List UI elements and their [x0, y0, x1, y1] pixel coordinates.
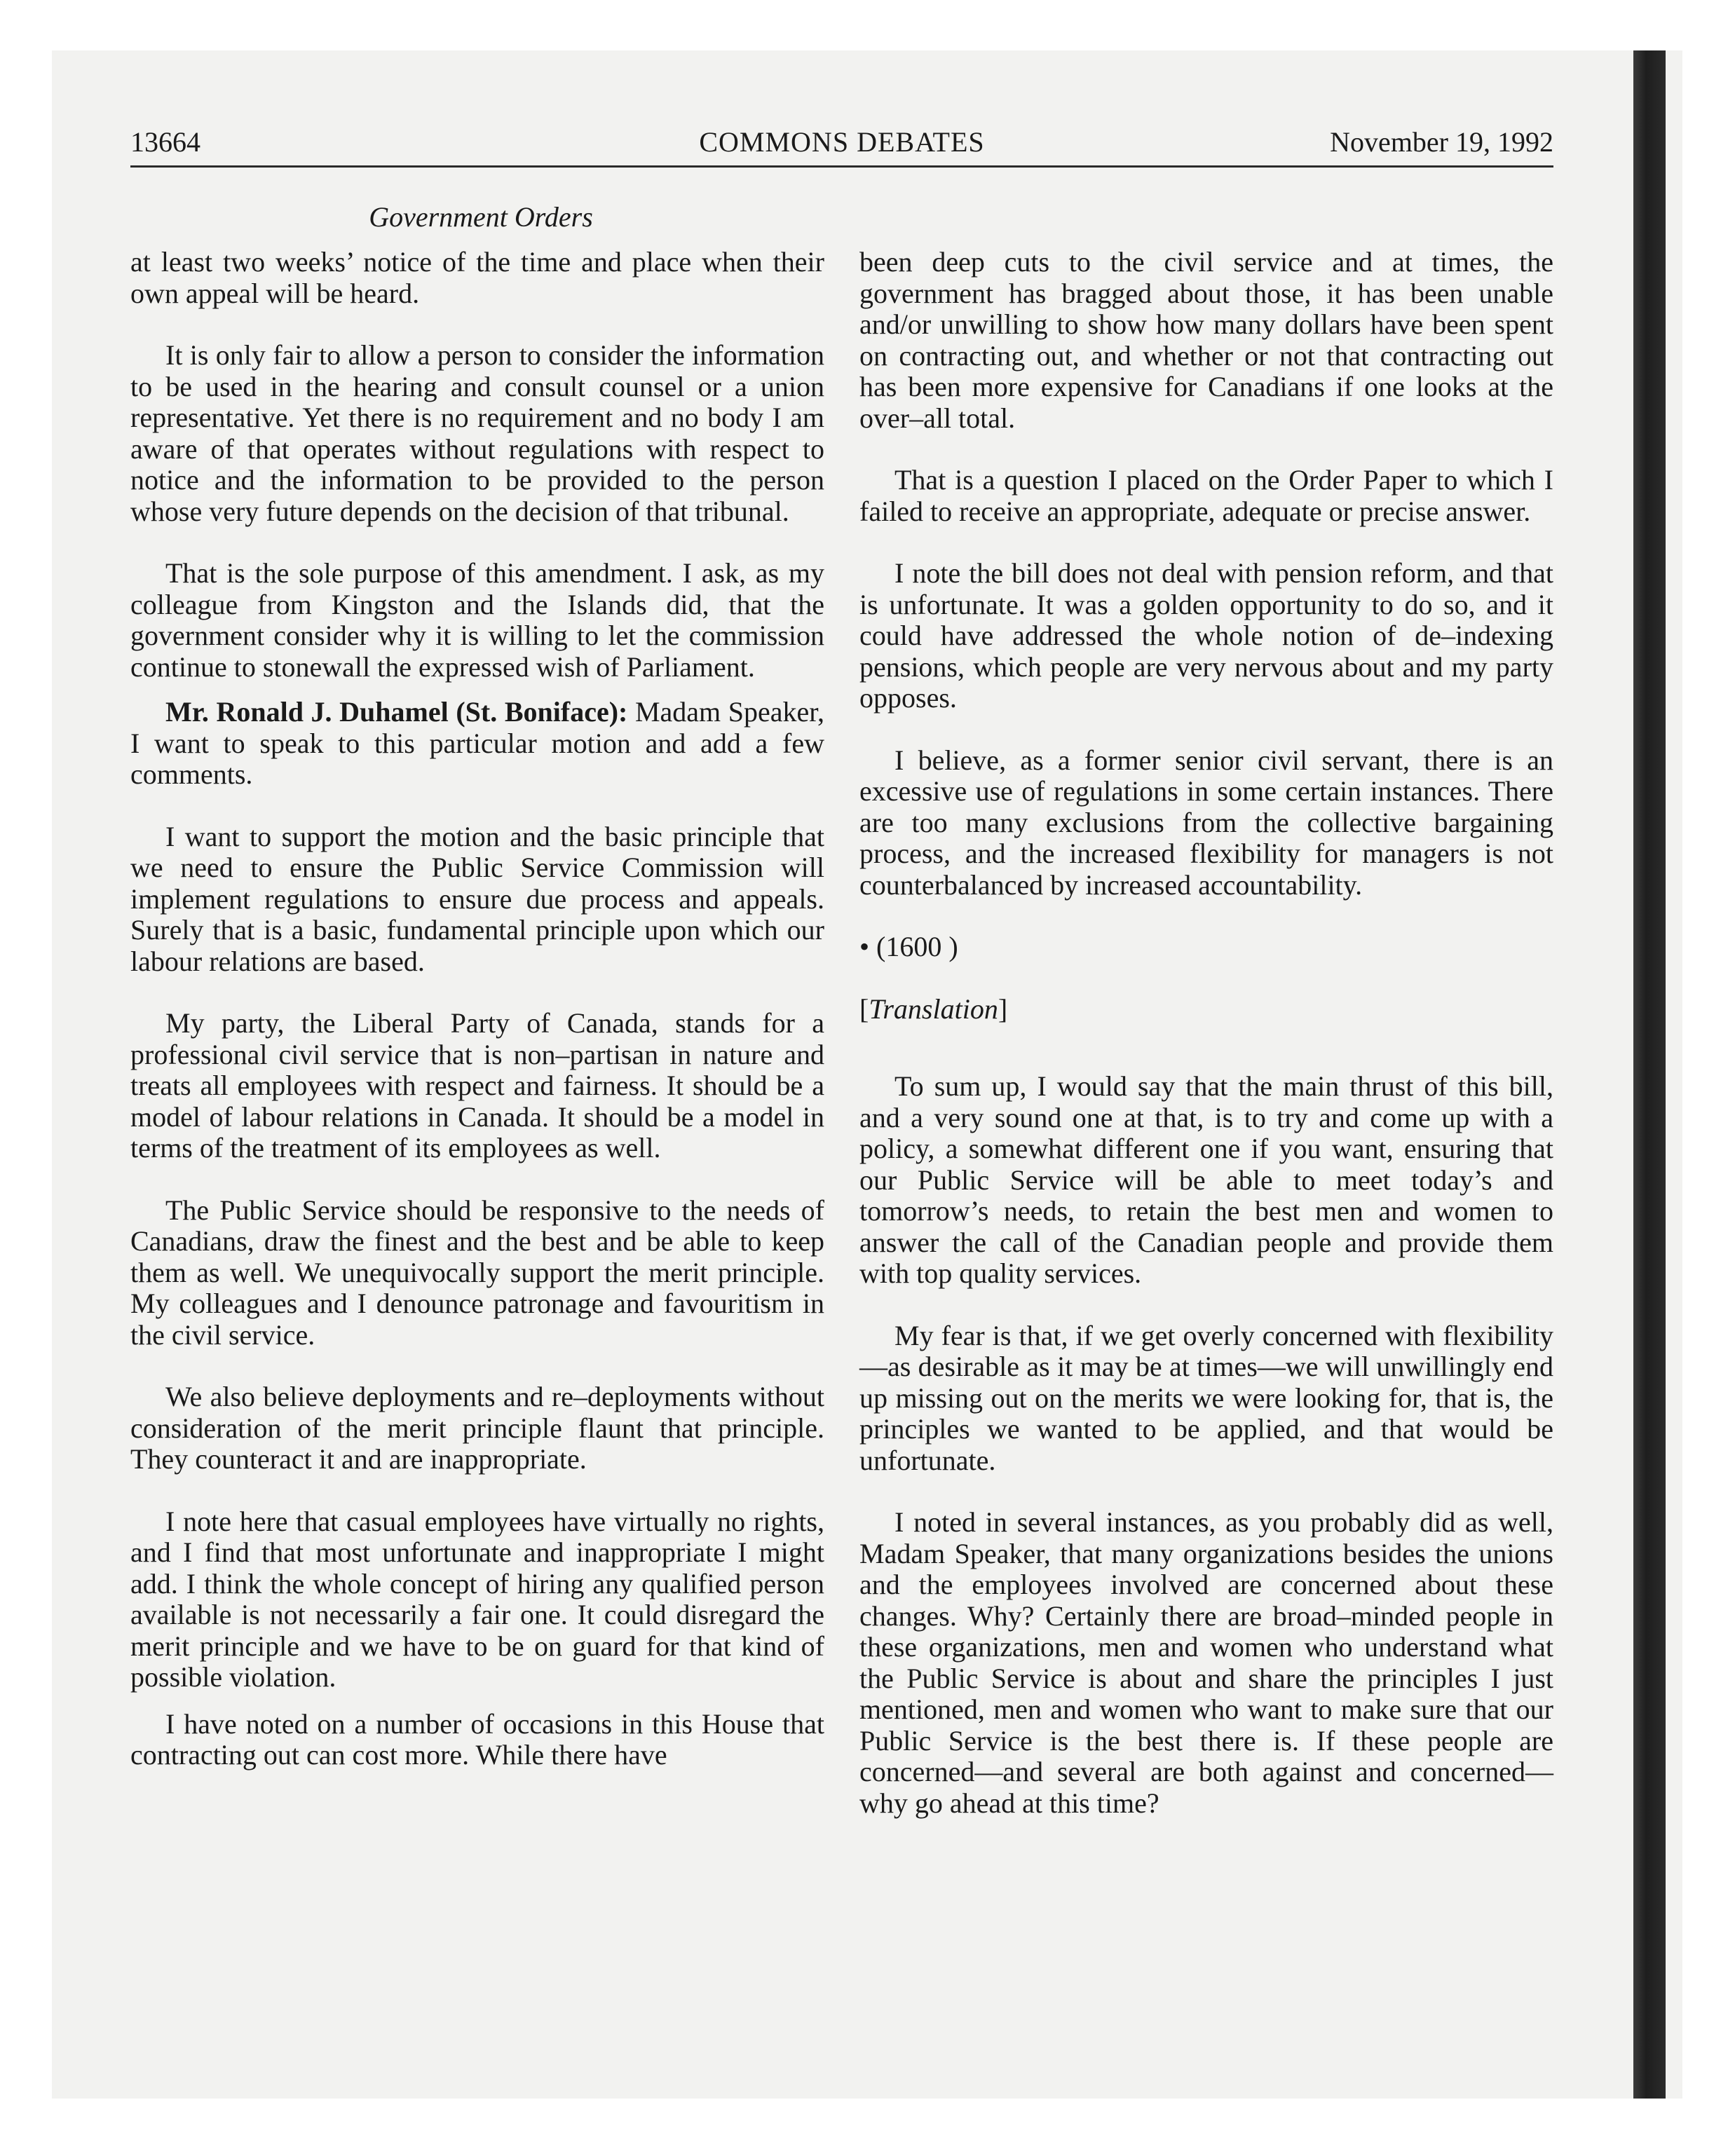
paragraph: I want to support the motion and the basic principle that we need to ensure the Public Service Commission will implement regulations to ensure due process and appeals. Surely that is a basic, fundamental principle upon which our labour relations are based.	[130, 820, 824, 977]
paragraph: We also believe deployments and re–deployments without consideration of the merit principle flaunt that principle. They counteract it and are inappropriate.	[130, 1381, 824, 1475]
paragraph: My fear is that, if we get overly concerned with flexibility—as desirable as it may be at times—we will unwillingly end up missing out on the merits we were looking for, that is, the principles we wanted to be applied, and that would be unfortunate.	[859, 1319, 1553, 1476]
paragraph: I note here that casual employees have virtually no rights, and I find that most unfortunate and inappropriate I might add. I think the whole concept of hiring any qualified person available is not necessarily a fair one. It could disregard the merit principle and we have to be on guard for that kind of possible violation.	[130, 1505, 824, 1693]
paragraph: at least two weeks’ notice of the time and place when their own appeal will be heard.	[130, 246, 824, 309]
speaker-paragraph	[130, 697, 824, 791]
page-binding-edge	[1633, 50, 1666, 2099]
paragraph: I note the bill does not deal with pension reform, and that is unfortunate. It was a golden opportunity to do so, and it could have addressed the whole notion of de–indexing pensions, which people are very nervous about and my party opposes.	[859, 557, 1553, 714]
paragraph: I noted in several instances, as you probably did as well, Madam Speaker, that many organizations besides the unions and the employees involved are concerned about these changes. Why? Certainly there are broad–minded people in these organizations, men and women who understand what the Public Service is about and share the principles I just mentioned, men and women who want to make sure that our Public Service is the best there is. If these people are concerned—and several are both against and concerned—why go ahead at this time?	[859, 1506, 1553, 1819]
publication-title: COMMONS DEBATES	[699, 126, 985, 158]
page-header	[130, 123, 1553, 162]
translation-label: Translation	[869, 992, 998, 1025]
speaker-text: Madam Speaker, I want to speak to this particular motion and add a few comments.	[130, 696, 825, 790]
header-rule	[130, 165, 1553, 168]
page-date: November 19, 1992	[1330, 126, 1553, 158]
paragraph: That is a question I placed on the Order Paper to which I failed to receive an appropriate, adequate or precise answer.	[859, 464, 1553, 527]
paragraph: The Public Service should be responsive to the needs of Canadians, draw the finest and the best and be able to keep them as well. We unequivocally support the merit principle. My colleagues and I denounce patronage and favouritism in the civil service.	[130, 1194, 824, 1351]
left-column	[130, 247, 824, 1802]
translation-marker: [Translation]	[859, 992, 1008, 1025]
paragraph: It is only fair to allow a person to consider the information to be used in the hearing and consult counsel or a union representative. Yet there is no requirement and no body I am aware of that operates without regulations with respect to notice and the information to be provided to the person whose very future depends on the decision of that tribunal.	[130, 339, 824, 527]
speaker-name: Mr. Ronald J. Duhamel (St. Boniface):	[165, 696, 628, 728]
paragraph: To sum up, I would say that the main thrust of this bill, and a very sound one at that, is to try and come up with a policy, a somewhat different one if you want, ensuring that our Public Service will be able to meet today’s and tomorrow’s needs, to retain the best men and women to answer the call of the Canadian people and provide them with top quality services.	[859, 1070, 1553, 1289]
paragraph: I have noted on a number of occasions in this House that contracting out can cost more. While there have	[130, 1707, 824, 1770]
paragraph: That is the sole purpose of this amendment. I ask, as my colleague from Kingston and the Islands did, that the government consider why it is willing to let the commission continue to stonewall the expressed wish of Parliament.	[130, 557, 824, 683]
page-number: 13664	[130, 126, 200, 158]
paragraph: My party, the Liberal Party of Canada, stands for a professional civil service that is non–partisan in nature and treats all employees with respect and fairness. It should be a model of labour relations in Canada. It should be a model in terms of the treatment of its employees as well.	[130, 1007, 824, 1164]
timestamp: • (1600 )	[859, 931, 958, 962]
paragraph: been deep cuts to the civil service and at times, the government has bragged about those, it has been unable and/or unwilling to show how many dollars have been spent on contracting out, and whether or not that contracting out has been more expensive for Canadians if one looks at the over–all total.	[859, 246, 1553, 434]
section-title: Government Orders	[369, 201, 593, 233]
right-column	[859, 247, 1553, 1850]
paragraph: I believe, as a former senior civil servant, there is an excessive use of regulations in some certain instances. There are too many exclusions from the collective bargaining process, and the increased flexibility for managers is not counterbalanced by increased accountability.	[859, 744, 1553, 901]
